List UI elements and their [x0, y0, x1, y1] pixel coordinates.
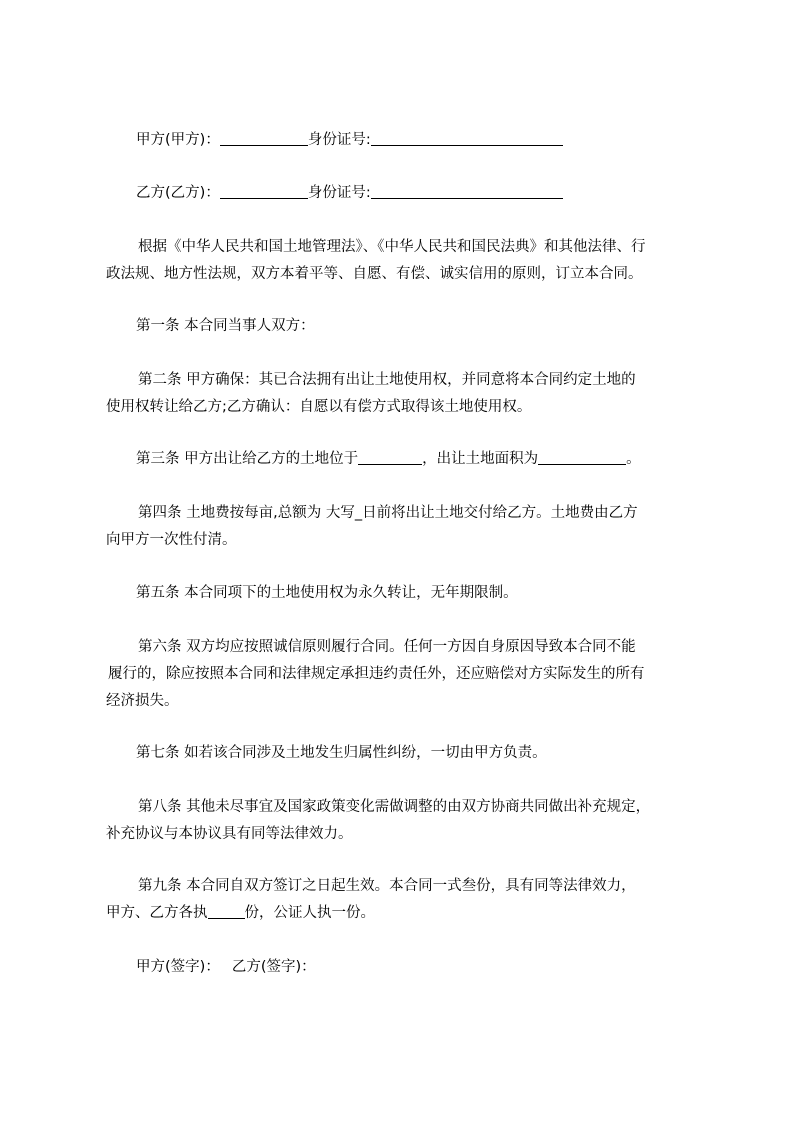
copies-count-blank	[208, 903, 245, 919]
signature-line	[0, 954, 793, 981]
article-4-line-2: 向甲方一次性付清。	[106, 532, 237, 548]
article-8-line-2: 补充协议与本协议具有同等法律效力。	[106, 826, 353, 842]
party-a-line	[0, 127, 793, 154]
party-a-signature-label: 甲方(签字)：	[136, 959, 220, 975]
article-8-line-1: 第八条 其他未尽事宜及国家政策变化需做调整的由双方协商共同做出补充规定，	[138, 799, 651, 815]
article-2-line-1: 第二条 甲方确保：其已合法拥有出让土地使用权，并同意将本合同约定土地的	[138, 372, 636, 388]
preamble-line-2: 政法规、地方性法规，双方本着平等、自愿、有偿、诚实信用的原则，订立本合同。	[106, 266, 643, 282]
article-4-line-1: 第四条 土地费按每亩,总额为 大写_日前将出让土地交付给乙方。土地费由乙方	[138, 505, 638, 521]
article-3-part-3: 。	[626, 451, 641, 467]
article-3-part-1: 第三条 甲方出让给乙方的土地位于	[136, 451, 359, 467]
article-1: 第一条 本合同当事人双方：	[136, 318, 315, 334]
party-a-id-blank	[371, 130, 563, 146]
party-a-label: 甲方(甲方)：	[136, 132, 220, 148]
article-9-line-1: 第九条 本合同自双方签订之日起生效。本合同一式叁份，具有同等法律效力，	[138, 878, 636, 894]
article-9-line-2	[0, 900, 793, 927]
article-7: 第七条 如若该合同涉及土地发生归属性纠纷，一切由甲方负责。	[136, 745, 547, 761]
article-9-line-2-part-2: 份，公证人执一份。	[244, 905, 375, 921]
article-6-line-1: 第六条 双方均应按照诚信原则履行合同。任何一方因自身原因导致本合同不能	[138, 639, 636, 655]
article-2-line-2: 使用权转让给乙方;乙方确认：自愿以有偿方式取得该土地使用权。	[106, 399, 532, 415]
party-a-name-blank	[220, 130, 308, 146]
article-6-line-2: 履行的，除应按照本合同和法律规定承担违约责任外，还应赔偿对方实际发生的所有	[108, 666, 645, 682]
article-6-line-3: 经济损失。	[106, 693, 179, 709]
article-9-line-2-part-1: 甲方、乙方各执	[106, 905, 208, 921]
party-b-label: 乙方(乙方)：	[136, 185, 220, 201]
party-b-id-label: 身份证号:	[307, 185, 371, 201]
preamble-line-1: 根据《中华人民共和国土地管理法》、《中华人民共和国民法典》和其他法律、行	[138, 239, 646, 255]
party-b-name-blank	[220, 183, 308, 199]
article-5: 第五条 本合同项下的土地使用权为永久转让，无年期限制。	[136, 585, 518, 601]
party-b-id-blank	[371, 183, 563, 199]
party-a-id-label: 身份证号:	[307, 132, 371, 148]
party-b-line	[0, 180, 793, 207]
party-b-signature-label: 乙方(签字)：	[231, 959, 316, 975]
article-3	[0, 446, 793, 473]
article-3-part-2: ，出让土地面积为	[422, 451, 539, 467]
land-area-blank	[538, 449, 626, 465]
land-location-blank	[358, 449, 422, 465]
